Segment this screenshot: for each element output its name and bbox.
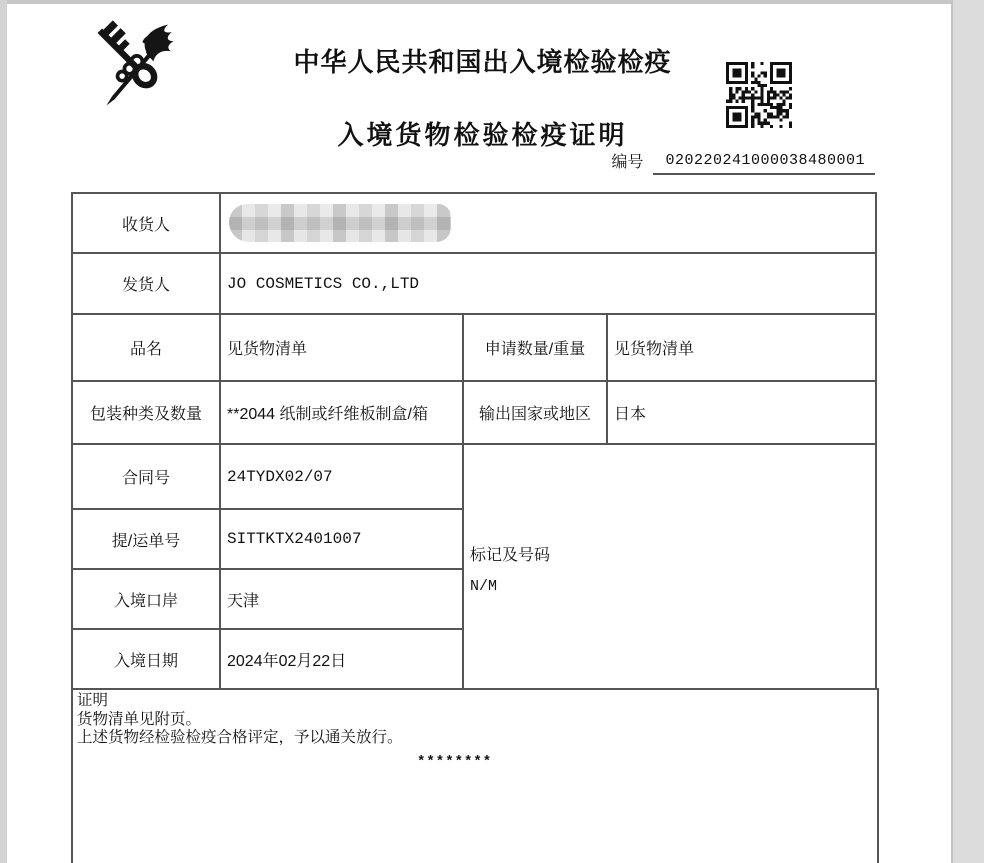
package-label: 包装种类及数量 [72, 381, 220, 444]
certificate-line-1: 货物清单见附页。 [77, 710, 202, 728]
viewer-edge-top [0, 0, 984, 4]
table-row [72, 314, 876, 381]
serial-number-row [611, 149, 875, 175]
entry-port-label: 入境口岸 [72, 569, 220, 629]
viewer-edge-right [951, 0, 984, 863]
consignor-value: JO COSMETICS CO.,LTD [220, 253, 876, 314]
consignor-label: 发货人 [72, 253, 220, 314]
viewer-edge-left [0, 0, 7, 863]
bl-no-label: 提/运单号 [72, 509, 220, 569]
certificate-form-table [71, 192, 877, 690]
table-row [72, 444, 876, 509]
contract-no-value: 24TYDX02/07 [220, 444, 463, 509]
serial-number-label: 编号 [611, 154, 644, 171]
serial-number-value: 020220241000038480001 [653, 152, 875, 175]
entry-port-value: 天津 [220, 569, 463, 629]
redacted-consignee-text [229, 204, 451, 242]
consignee-label: 收货人 [72, 193, 220, 253]
marks-value: N/M [470, 577, 498, 595]
ciq-customs-emblem-icon [88, 20, 182, 112]
document-title-block [210, 42, 755, 152]
table-row [72, 253, 876, 314]
bl-no-value: SITTKTX2401007 [220, 509, 463, 569]
table-row [72, 193, 876, 253]
entry-date-label: 入境日期 [72, 629, 220, 689]
document-title-line1: 中华人民共和国出入境检验检疫 [293, 47, 672, 77]
product-name-value: 见货物清单 [220, 314, 463, 381]
contract-no-label: 合同号 [72, 444, 220, 509]
product-name-label: 品名 [72, 314, 220, 381]
table-row [72, 381, 876, 444]
certificate-line-2: 上述货物经检验检疫合格评定，予以通关放行。 [77, 729, 403, 746]
certificate-statement-box [71, 688, 879, 863]
package-value: **2044 纸制或纤维板制盒/箱 [220, 381, 463, 444]
export-country-label: 输出国家或地区 [463, 381, 607, 444]
entry-date-value: 2024年02月22日 [220, 629, 463, 689]
declared-qty-label: 申请数量/重量 [463, 314, 607, 381]
export-country-value: 日本 [607, 381, 876, 444]
marks-cell [463, 444, 876, 689]
consignee-value-cell [220, 193, 876, 253]
certificate-heading: 证明 [77, 692, 109, 709]
declared-qty-value: 见货物清单 [607, 314, 876, 381]
marks-label: 标记及号码 [470, 546, 551, 564]
document-title-line2: 入境货物检验检疫证明 [337, 120, 628, 150]
certificate-end-stars: ******** [417, 753, 493, 770]
qr-code-icon [726, 62, 792, 128]
